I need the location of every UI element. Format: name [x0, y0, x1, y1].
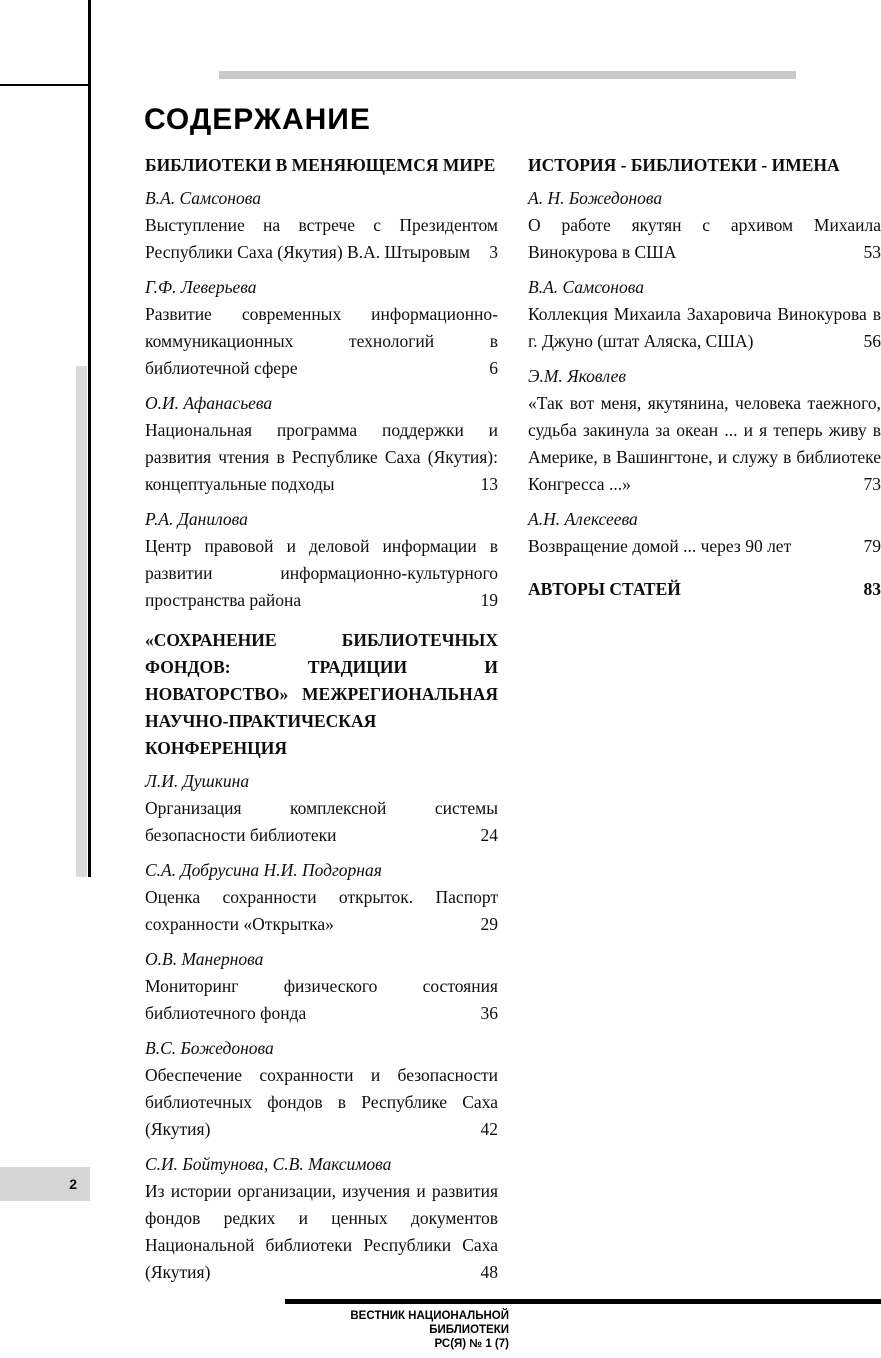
entry-page-number: 3: [489, 242, 498, 262]
entry-page-number: 56: [863, 331, 881, 351]
footer-line-2: БИБЛИОТЕКИ: [429, 1324, 509, 1336]
page-number: 2: [69, 1176, 77, 1192]
entry-title: Выступление на встрече с Президентом Республики Саха (Якутия) В.А. Штыровым: [145, 215, 498, 262]
entry-page-number: 48: [480, 1262, 498, 1282]
entry-author: Г.Ф. Леверьева: [145, 277, 257, 297]
entry-page-number: 6: [489, 358, 498, 378]
entry-title: Обеспечение сохранности и безопасности библиотечных фондов в Республике Саха (Якутия): [145, 1065, 498, 1139]
journal-footer: [285, 1309, 509, 1351]
entry-title-block: [145, 417, 498, 498]
toc-entry: [145, 1035, 498, 1143]
toc-entry: [528, 363, 881, 498]
entry-title-block: [528, 212, 881, 266]
toc-entry: [145, 506, 498, 614]
toc-entry: [145, 1151, 498, 1286]
entry-title: О работе якутян с архивом Михаила Винокурова в США: [528, 215, 881, 262]
footer-rule: [285, 1299, 881, 1304]
entry-title: Коллекция Михаила Захаровича Винокурова в г. Джуно (штат Аляска, США): [528, 304, 881, 351]
entry-title-block: [145, 212, 498, 266]
entry-title: Мониторинг физического состояния библиотечного фонда: [145, 976, 498, 1023]
entry-author: В.А. Самсонова: [145, 188, 261, 208]
entry-title-block: [145, 1178, 498, 1286]
toc-section-history: [528, 152, 881, 560]
top-gray-bar: [219, 71, 796, 79]
entry-author: А.Н. Алексеева: [528, 509, 638, 529]
entry-title-block: [145, 1062, 498, 1143]
entry-author: О.В. Манернова: [145, 949, 264, 969]
toc-entry: [145, 274, 498, 382]
section-heading: ИСТОРИЯ - БИБЛИОТЕКИ - ИМЕНА: [528, 155, 840, 175]
page-title: СОДЕРЖАНИЕ: [144, 103, 371, 136]
toc-entry: [528, 185, 881, 266]
toc-section-conference: [145, 627, 498, 1286]
entry-page-number: 29: [480, 914, 498, 934]
toc-entry: [145, 185, 498, 266]
footer-line-3: РС(Я) № 1 (7): [434, 1338, 509, 1350]
side-gray-strip: [76, 366, 87, 877]
entry-page-number: 36: [480, 1003, 498, 1023]
entry-author: В.А. Самсонова: [528, 277, 644, 297]
section-heading: «СОХРАНЕНИЕ БИБЛИОТЕЧНЫХ ФОНДОВ: ТРАДИЦИИ И НОВАТОРСТВО» МЕЖРЕГИОНАЛЬНАЯ НАУЧНО-ПРАКТИЧЕСКАЯ КОНФЕРЕНЦИЯ: [145, 630, 498, 758]
entry-title-block: [145, 301, 498, 382]
entry-page-number: 13: [480, 474, 498, 494]
footer-line-1: ВЕСТНИК НАЦИОНАЛЬНОЙ: [350, 1310, 509, 1322]
entry-author: А. Н. Божедонова: [528, 188, 663, 208]
entry-page-number: 24: [480, 825, 498, 845]
entry-author: О.И. Афанасьева: [145, 393, 273, 413]
toc-entry: [145, 857, 498, 938]
entry-page-number: 42: [480, 1119, 498, 1139]
entry-author: Э.М. Яковлев: [528, 366, 626, 386]
entry-title: Возвращение домой ... через 90 лет: [528, 536, 792, 556]
left-vertical-rule: [88, 0, 91, 877]
entry-page-number: 73: [863, 474, 881, 494]
entry-author: С.А. Добрусина Н.И. Подгорная: [145, 860, 382, 880]
entry-title: «Так вот меня, якутянина, человека таежного, судьба закинула за океан ... и я теперь живу в Америке, в Вашингтоне, и служу в библиотеке Конгресса ...»: [528, 393, 881, 494]
authors-label: АВТОРЫ СТАТЕЙ: [528, 579, 681, 599]
entry-title-block: [145, 795, 498, 849]
entry-title: Из истории организации, изучения и развития фондов редких и ценных документов Национальной библиотеки Республики Саха (Якутия): [145, 1181, 498, 1282]
toc-entry: [145, 390, 498, 498]
section-heading: БИБЛИОТЕКИ В МЕНЯЮЩЕМСЯ МИРЕ: [145, 155, 496, 175]
entry-title-block: [528, 533, 881, 560]
entry-author: С.И. Бойтунова, С.В. Максимова: [145, 1154, 392, 1174]
entry-title: Развитие современных информационно-коммуникационных технологий в библиотечной сфере: [145, 304, 498, 378]
toc-left-column: [145, 152, 498, 1294]
page-number-box: [0, 1167, 90, 1201]
entry-title-block: [145, 884, 498, 938]
toc-entry: [145, 768, 498, 849]
entry-title: Национальная программа поддержки и развития чтения в Республике Саха (Якутия): концептуальные подходы: [145, 420, 498, 494]
entry-title: Организация комплексной системы безопасности библиотеки: [145, 798, 498, 845]
toc-entry: [528, 506, 881, 560]
entry-title-block: [145, 973, 498, 1027]
toc-entry: [528, 274, 881, 355]
authors-of-articles-heading: [528, 576, 881, 603]
entry-title-block: [145, 533, 498, 614]
toc-section-libraries: [145, 152, 498, 614]
top-left-horizontal-rule: [0, 84, 88, 86]
entry-author: Л.И. Душкина: [145, 771, 250, 791]
entry-title: Оценка сохранности открыток. Паспорт сохранности «Открытка»: [145, 887, 498, 934]
entry-page-number: 53: [863, 242, 881, 262]
authors-page-number: 83: [863, 579, 881, 599]
toc-entry: [145, 946, 498, 1027]
toc-right-column: [528, 152, 881, 603]
entry-title-block: [528, 301, 881, 355]
entry-page-number: 79: [863, 536, 881, 556]
entry-page-number: 19: [480, 590, 498, 610]
entry-author: Р.А. Данилова: [145, 509, 248, 529]
entry-title-block: [528, 390, 881, 498]
entry-author: В.С. Божедонова: [145, 1038, 274, 1058]
entry-title: Центр правовой и деловой информации в развитии информационно-культурного пространства района: [145, 536, 498, 610]
